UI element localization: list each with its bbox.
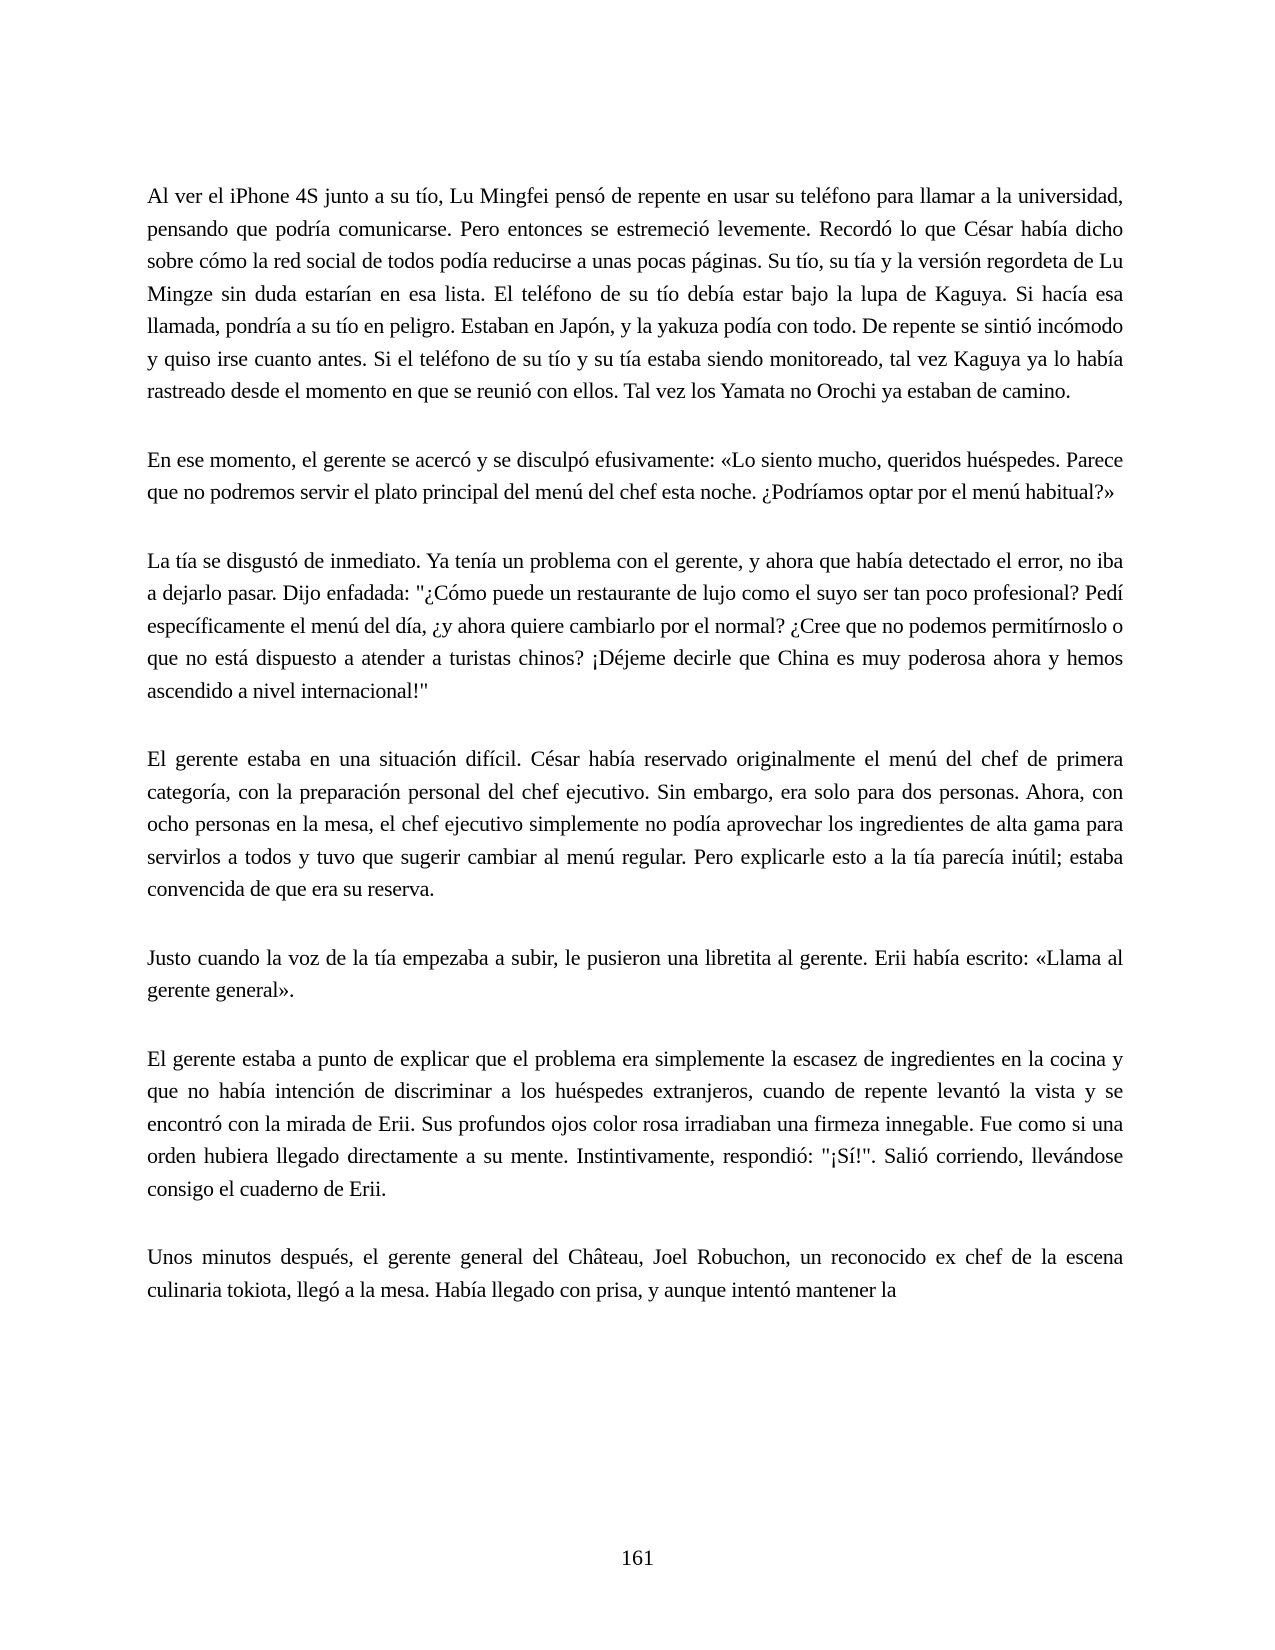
paragraph-4: El gerente estaba en una situación difícil. César había reservado originalmente el menú del chef de primera categoría, con la preparación personal del chef ejecutivo. Sin embargo, era solo para dos personas. Ahora, con ocho personas en la mesa, el chef ejecutivo simplemente no podía aprovechar los ingredientes de alta gama para servirlos a todos y tuvo que sugerir cambiar al menú regular. Pero explicarle esto a la tía parecía inútil; estaba convencida de que era su reserva. (147, 746, 1123, 901)
paragraph-2: En ese momento, el gerente se acercó y se disculpó efusivamente: «Lo siento mucho, queridos huéspedes. Parece que no podremos servir el plato principal del menú del chef esta noche. ¿Podríamos optar por el menú habitual?» (147, 446, 1123, 504)
paragraph-1: Al ver el iPhone 4S junto a su tío, Lu Mingfei pensó de repente en usar su teléfono para llamar a la universidad, pensando que podría comunicarse. Pero entonces se estremeció levemente. Recordó lo que César había dicho sobre cómo la red social de todos podía reducirse a unas pocas páginas. Su tío, su tía y la versión regordeta de Lu Mingze sin duda estarían en esa lista. El teléfono de su tío debía estar bajo la lupa de Kaguya. Si hacía esa llamada, pondría a su tío en peligro. Estaban en Japón, y la yakuza podía con todo. De repente se sintió incómodo y quiso irse cuanto antes. Si el teléfono de su tío y su tía estaba siendo monitoreado, tal vez Kaguya ya lo había rastreado desde el momento en que se reunió con ellos. Tal vez los Yamata no Orochi ya estaban de camino. (147, 183, 1123, 403)
paragraph-7: Unos minutos después, el gerente general del Château, Joel Robuchon, un reconocido ex chef de la escena culinaria tokiota, llegó a la mesa. Había llegado con prisa, y aunque intentó mantener la (147, 1244, 1123, 1302)
paragraph-5: Justo cuando la voz de la tía empezaba a subir, le pusieron una libretita al gerente. Erii había escrito: «Llama al gerente general». (147, 944, 1123, 1002)
page-number: 161 (621, 1545, 654, 1570)
paragraph-3: La tía se disgustó de inmediato. Ya tenía un problema con el gerente, y ahora que había detectado el error, no iba a dejarlo pasar. Dijo enfadada: "¿Cómo puede un restaurante de lujo como el suyo ser tan poco profesional? Pedí específicamente el menú del día, ¿y ahora quiere cambiarlo por el normal? ¿Cree que no podemos permitírnoslo o que no está dispuesto a atender a turistas chinos? ¡Déjeme decirle que China es muy poderosa ahora y hemos ascendido a nivel internacional!" (147, 547, 1123, 703)
text-block (147, 180, 1123, 1342)
paragraph-6: El gerente estaba a punto de explicar que el problema era simplemente la escasez de ingredientes en la cocina y que no había intención de discriminar a los huéspedes extranjeros, cuando de repente levantó la vista y se encontró con la mirada de Erii. Sus profundos ojos color rosa irradiaban una firmeza innegable. Fue como si una orden hubiera llegado directamente a su mente. Instintivamente, respondió: "¡Sí!". Salió corriendo, llevándose consigo el cuaderno de Erii. (147, 1045, 1123, 1201)
